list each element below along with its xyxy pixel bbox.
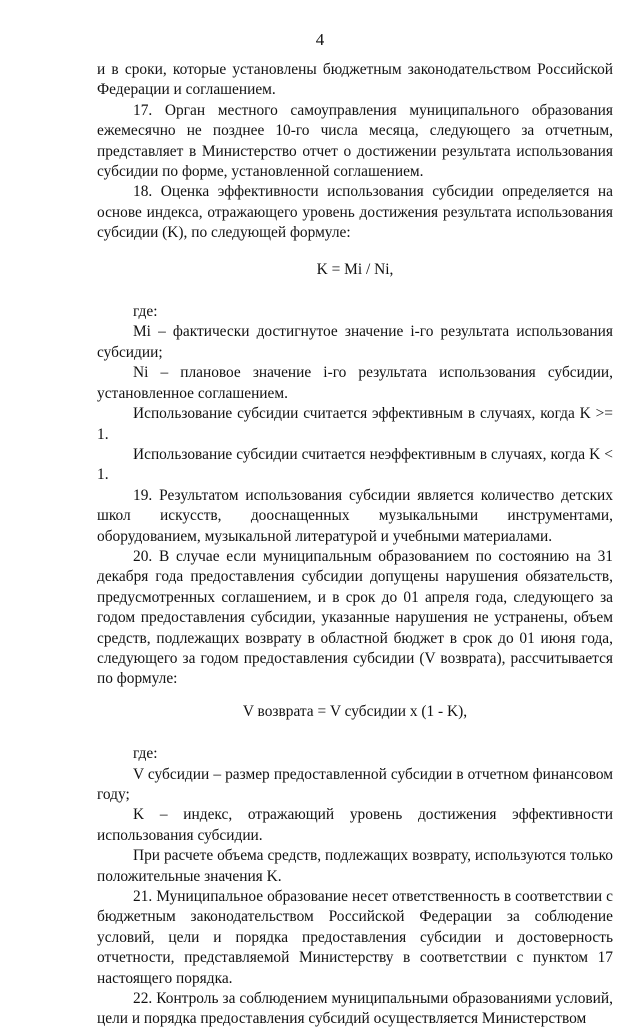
positive-values-note: При расчете объема средств, подлежащих возврату, используются только положительные значения K. xyxy=(97,847,613,885)
paragraph-16-end: и в сроки, которые установлены бюджетным законодательством Российской Федерации и соглашением. xyxy=(97,61,613,99)
paragraph-22: 22. Контроль за соблюдением муниципальными образованиями условий, цели и порядка предоставления субсидий осуществляется Министерством xyxy=(97,990,613,1028)
ineffective-condition: Использование субсидии считается неэффективным в случаях, когда K < 1. xyxy=(97,445,613,484)
formula-v-return: V возврата = V субсидии x (1 - K), xyxy=(242,702,468,720)
paragraph-20: 20. В случае если муниципальным образованием по состоянию на 31 декабря года предоставления субсидии допущены нарушения обязательств, предусмотренных соглашением, и в срок до 01 апреля года, следующего за годом предоставления субсидии, указанные нарушения не устранены, объем средств, подлежащих возврату в областной бюджет в срок до 01 июня года, следующего за годом предоставления субсидии (V возврата), рассчитывается по формуле: xyxy=(97,547,613,688)
formula-k: K = Mi / Ni, xyxy=(316,260,394,278)
effective-condition: Использование субсидии считается эффективным в случаях, когда K >= 1. xyxy=(97,405,613,443)
body-text xyxy=(97,60,613,1030)
definition-v-subsidy: V субсидии – размер предоставленной субсидии в отчетном финансовом году; xyxy=(97,765,613,803)
where-label-1: где: xyxy=(133,303,158,321)
definition-k: K – индекс, отражающий уровень достижения эффективности использования субсидии. xyxy=(97,806,613,844)
paragraph-21: 21. Муниципальное образование несет ответственность в соответствии с бюджетным законодательством Российской Федерации за соблюдение условий, цели и порядка предоставления субсидии и достоверность отчетности, представляемой Министерству в соответствии с пунктом 17 настоящего порядка. xyxy=(97,888,613,987)
paragraph-19: 19. Результатом использования субсидии является количество детских школ искусств, дооснащенных музыкальными инструментами, оборудованием, музыкальной литературой и учебными материалами. xyxy=(97,486,613,545)
where-label-2: где: xyxy=(133,745,158,763)
paragraph-17: 17. Орган местного самоуправления муниципального образования ежемесячно не позднее 10-го числа месяца, следующего за отчетным, представляет в Министерство отчет о достижении результата использования субсидии по форме, установленной соглашением. xyxy=(97,101,613,181)
definition-ni: Ni – плановое значение i-го результата использования субсидии, установленное соглашением. xyxy=(97,364,613,402)
paragraph-18: 18. Оценка эффективности использования субсидии определяется на основе индекса, отражающего уровень достижения результата использования субсидии (K), по следующей формуле: xyxy=(97,183,613,242)
page-number: 4 xyxy=(315,30,325,49)
definition-mi: Mi – фактически достигнутое значение i-го результата использования субсидии; xyxy=(97,323,613,361)
